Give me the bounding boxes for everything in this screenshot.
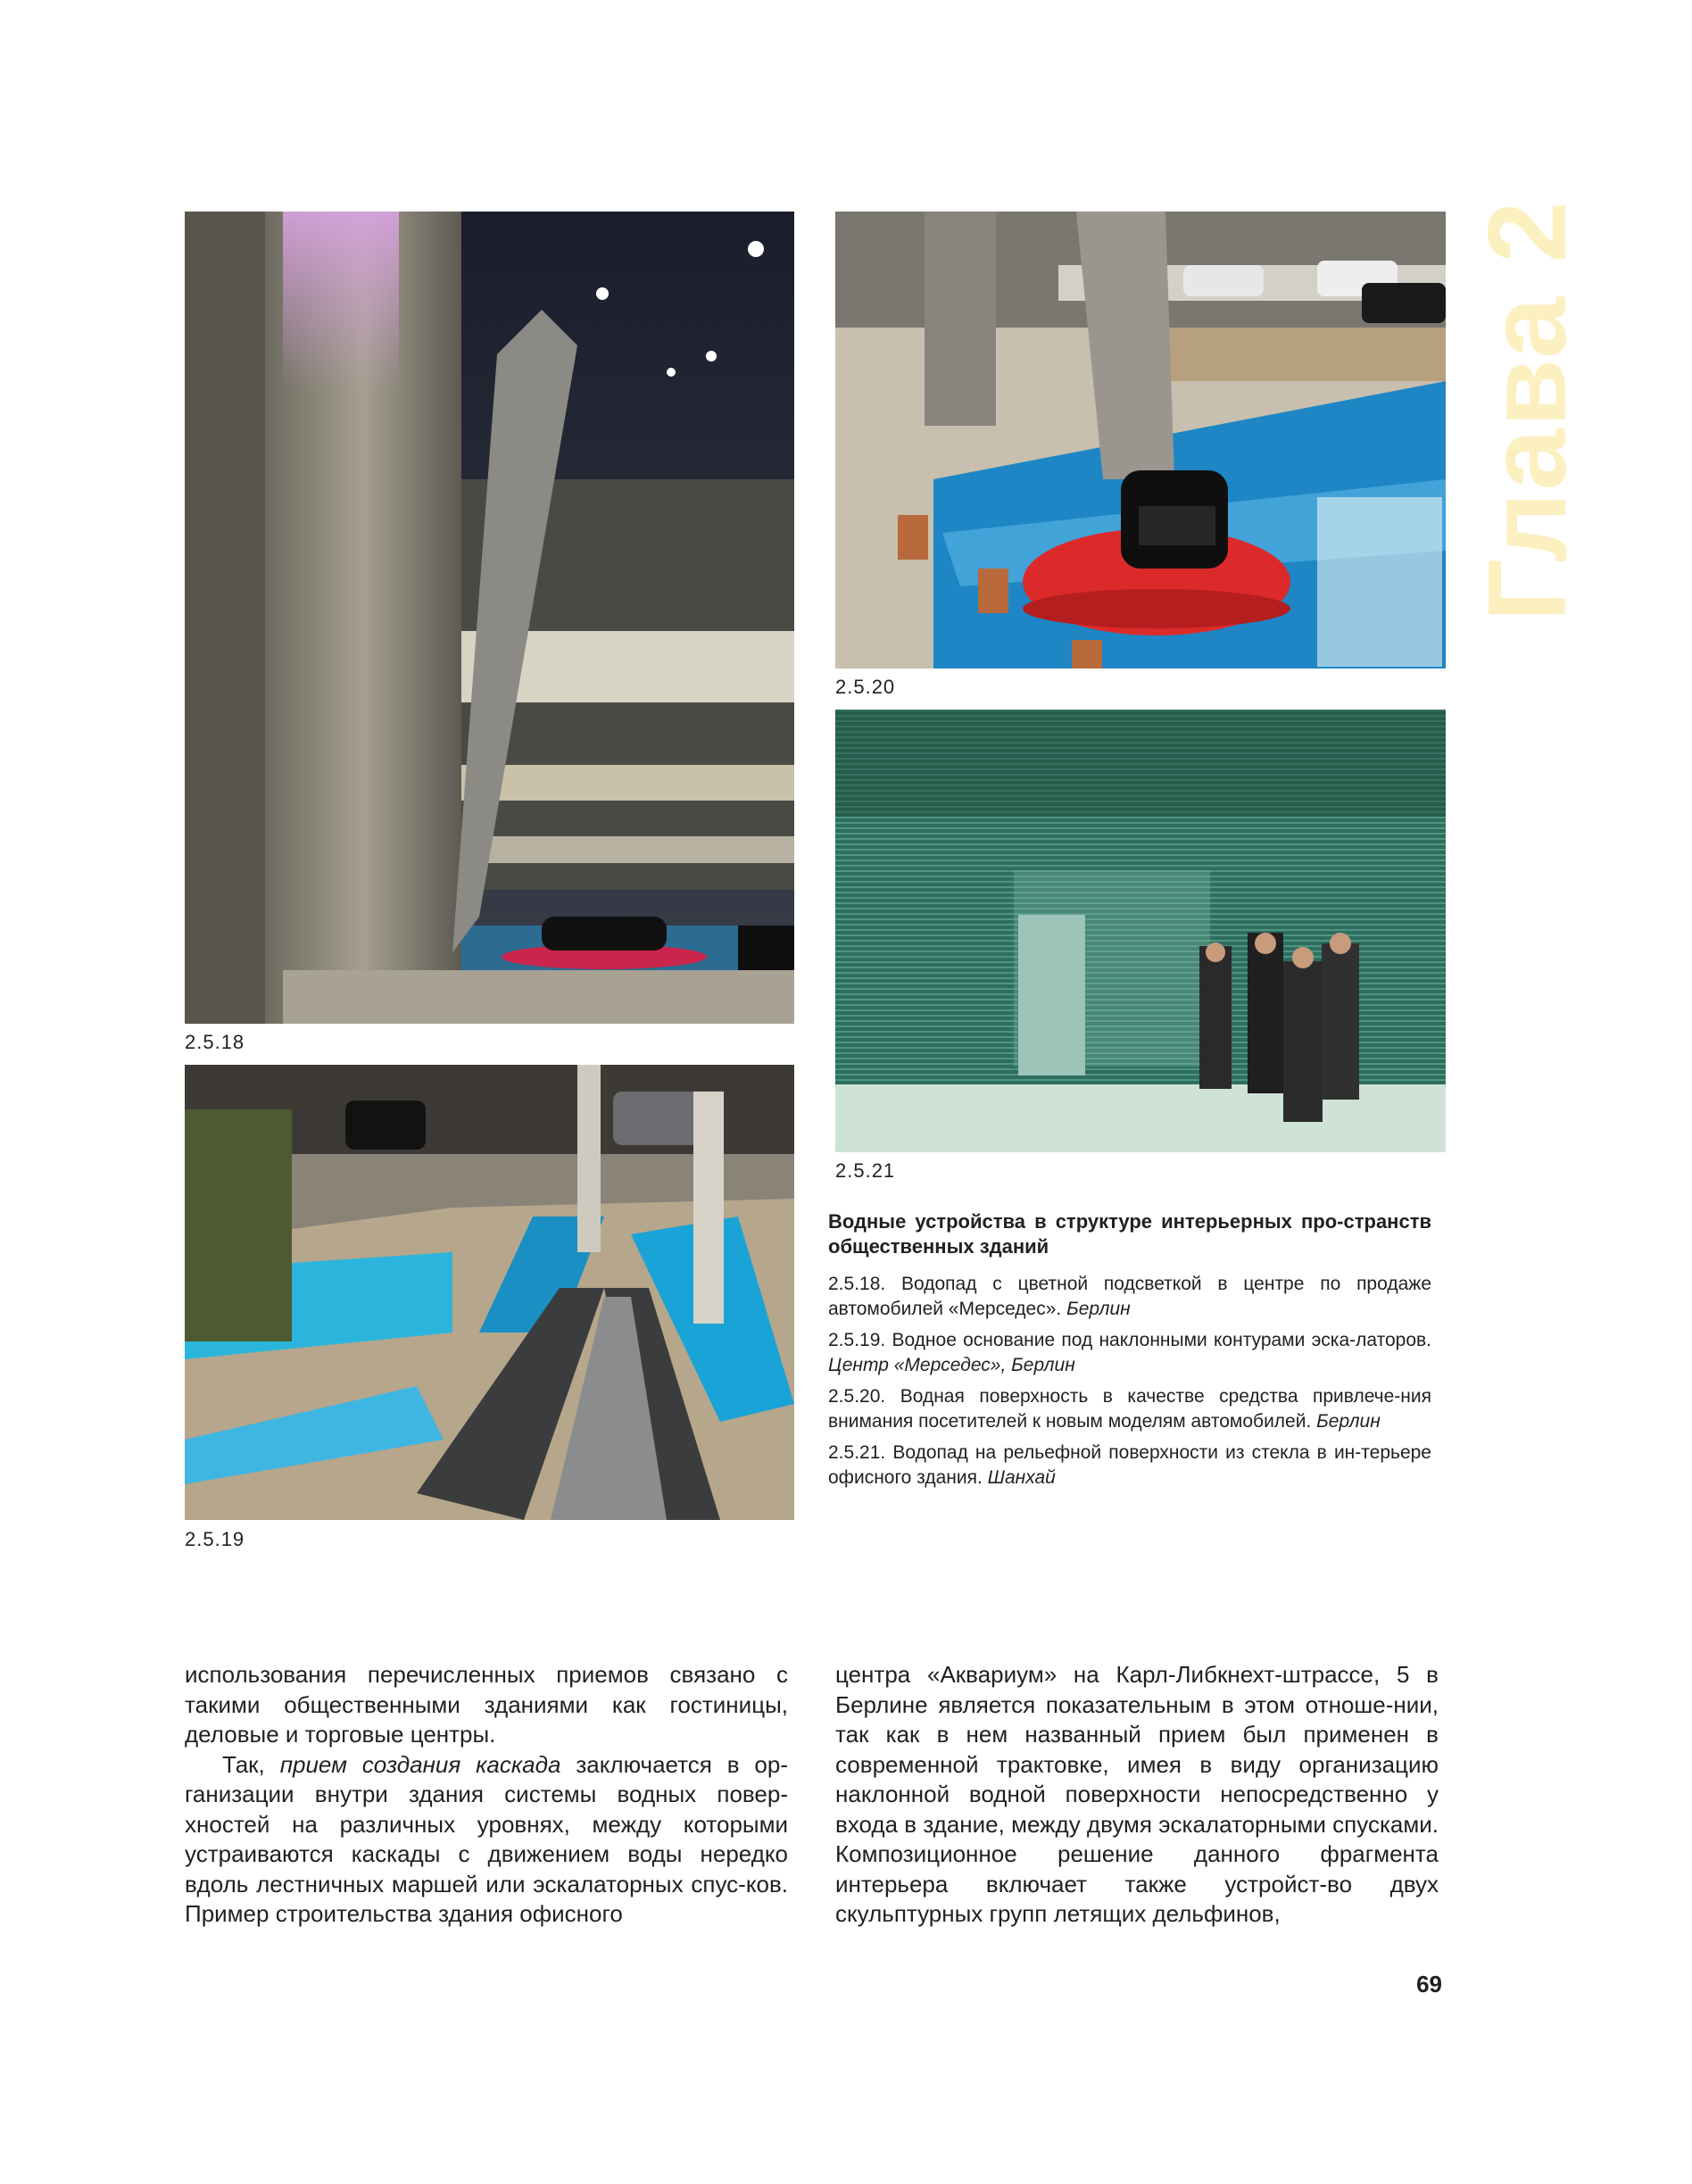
chapter-marker (1466, 187, 1589, 634)
caption-place: Центр «Мерседес», Берлин (828, 1355, 1075, 1375)
figure-label-2-5-19: 2.5.19 (185, 1528, 245, 1550)
body-paragraph: использования перечисленных приемов связано с такими общественными зданиями как гостиницы, деловые и торговые центры. (185, 1661, 788, 1748)
chapter-label: Глава 2 (1466, 199, 1589, 622)
body-paragraph: центра «Аквариум» на Карл-Либкнехт-штрассе, 5 в Берлине является показательным в этом отноше-нии, так как в нем названный прием был применен в современной трактовке, имея в виду организацию наклонной водной поверхности непосредственно у входа в здание, между двумя эскалаторными спусками. Композиционное решение данного фрагмента интерьера включает также устройст-во двух скульптурных групп летящих дельфинов, (835, 1661, 1439, 1927)
body-column-left (185, 1660, 788, 1930)
body-column-right (835, 1660, 1439, 1930)
captions-title: Водные устройства в структуре интерьерных про-странств общественных зданий (828, 1210, 1431, 1258)
caption-item: 2.5.21. Водопад на рельефной поверхности из стекла в ин-терьере офисного здания. Шанхай (828, 1442, 1431, 1488)
page-number: 69 (1416, 1971, 1442, 1997)
photo-2-5-18 (185, 212, 794, 1024)
figure-captions (828, 1209, 1431, 1497)
emphasis-term: прием создания каскада (279, 1750, 561, 1778)
figure-label-2-5-21: 2.5.21 (835, 1159, 896, 1182)
photo-2-5-20 (835, 212, 1446, 668)
caption-place: Берлин (1066, 1299, 1131, 1319)
figure-label-2-5-20: 2.5.20 (835, 676, 896, 698)
photo-2-5-19 (185, 1065, 794, 1520)
figure-label-2-5-18: 2.5.18 (185, 1031, 245, 1053)
caption-item: 2.5.20. Водная поверхность в качестве средства привлече-ния внимания посетителей к новым моделям автомобилей. Берлин (828, 1386, 1431, 1432)
caption-place: Шанхай (987, 1467, 1056, 1488)
photo-2-5-21 (835, 710, 1446, 1152)
caption-place: Берлин (1316, 1411, 1381, 1432)
caption-item: 2.5.18. Водопад с цветной подсветкой в центре по продаже автомобилей «Мерседес». Берлин (828, 1274, 1431, 1319)
caption-item: 2.5.19. Водное основание под наклонными контурами эска-латоров. Центр «Мерседес», Берлин (828, 1330, 1431, 1375)
body-paragraph: Так, прием создания каскада заключается в ор-ганизации внутри здания системы водных повер-хностей на различных уровнях, между которыми устраиваются каскады с движением воды нередко вдоль лестничных маршей или эскалаторных спус-ков. Пример строительства здания офисного (185, 1750, 789, 1927)
